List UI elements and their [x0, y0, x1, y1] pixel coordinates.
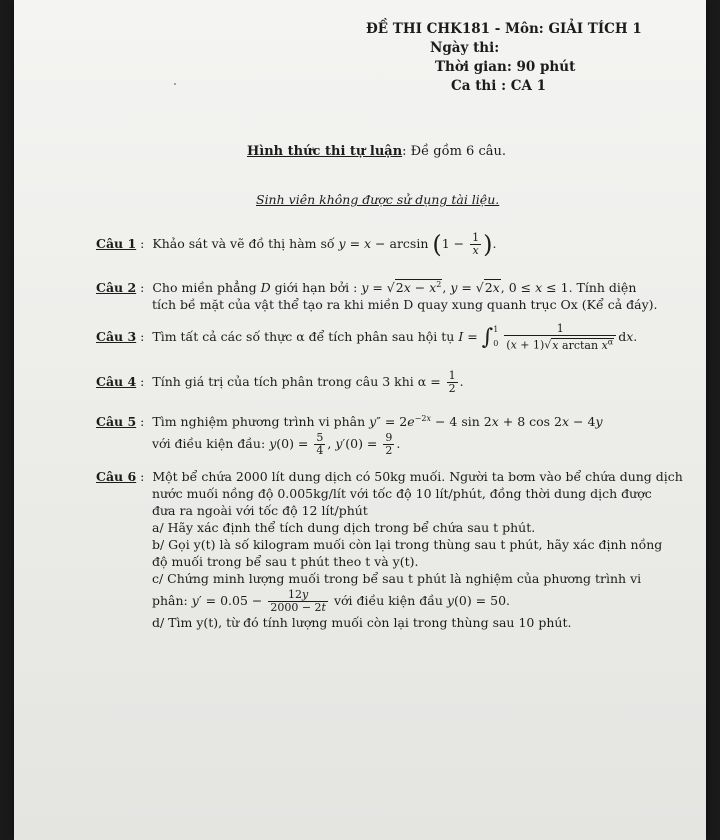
question-4: Câu 4 : Tính giá trị của tích phân trong câu 3 khi α = $\frac{1}{2}$ .: [96, 369, 464, 395]
question-6: Câu 6 : Một bể chứa 2000 lít dung dịch có 50kg muối. Người ta bơm vào bể chứa dung dịch nước muối nồng độ 0.005kg/lít với tốc độ 10 lít/phút, đồng thời dung dịch được đưa ra ngoài với tốc độ 12 lít/phút a/ Hãy xác định thể tích dung dịch trong bể chứa sau t phút. b/ Gọi y(t) là số kilogram muối còn lại trong thùng sau t phút, hãy xác định nồng độ muối trong bể sau t phút theo t và y(t). c/ Chứng minh lượng muối trong bể sau t phút là nghiệm của phương trình vi phân: y′ = 0.05 − $\frac{12y}{2000 - 2t}$ với điều kiện đầu y(0) = 50. d/ Tìm y(t), từ đó tính lượng muối còn lại trong thùng sau 10 phút.: [96, 469, 683, 630]
question-text: Tính giá trị của tích phân trong câu 3 khi: [152, 374, 414, 389]
question-text: giới hạn bởi :: [274, 280, 358, 296]
question-label: Câu 5: [96, 414, 137, 430]
question-text: đưa ra ngoài với tốc độ 12 lít/phút: [152, 503, 368, 518]
question-text: với điều kiện đầu:: [152, 436, 266, 452]
question-part-b: độ muối trong bể sau t phút theo t và y(t).: [152, 554, 419, 569]
question-2: Câu 2 : Cho miền phẳng D giới hạn bởi : $y = √2x - x^2$, y = √2x, 0 ≤ x ≤ 1. Tính diện tích bề mặt của vật thể tạo ra khi miền D quay xung quanh trục Ox (Kể cả đáy).: [96, 280, 658, 313]
speck: [174, 83, 176, 85]
question-text: Khảo sát và vẽ đồ thị hàm số: [152, 236, 335, 251]
question-text: phân:: [152, 593, 188, 608]
formula: y = x − arcsin (1 − $\frac{1}{x}$ ).: [338, 230, 497, 259]
exam-header: [354, 20, 674, 96]
question-text: . Tính diện: [568, 280, 637, 296]
formula: α = $\frac{1}{2}$ .: [417, 369, 464, 395]
question-text: Tìm tất cả các số thực α để tích phân sau hội tụ: [152, 328, 455, 344]
question-part-c: c/ Chứng minh lượng muối trong bể sau t phút là nghiệm của phương trình vi: [152, 571, 642, 586]
exam-page: [14, 0, 706, 840]
formula: $y = √2x - x^2$, y = √2x, 0 ≤ x ≤ 1: [361, 280, 569, 296]
question-part-d: d/ Tìm y(t), từ đó tính lượng muối còn lại trong thùng sau 10 phút.: [152, 615, 572, 630]
formula: y(0) = $\frac{5}{4}$ , y′(0) = $\frac{9}{2}$ .: [269, 431, 401, 458]
exam-date: Ngày thi:: [430, 40, 500, 56]
formula: I = ∫ 1 0 $\frac{1}{(x + 1)√x \arctan x^\alpha}$ dx.: [458, 322, 638, 352]
exam-duration: Thời gian: 90 phút: [435, 59, 576, 75]
question-text: với điều kiện đầu: [333, 593, 443, 608]
question-3: Câu 3 : Tìm tất cả các số thực α để tích phân sau hội tụ I = ∫ 1 0 $\frac{1}{(x + 1)√x \arctan x^\alpha}$ dx.: [96, 322, 638, 352]
question-5: Câu 5 : Tìm nghiệm phương trình vi phân $y'' = 2e^{-2x} - 4$ sin 2x + 8 cos 2x − 4y với điều kiện đầu: y(0) = $\frac{5}{4}$ , y′(0) = $\frac{9}{2}$ .: [96, 414, 603, 458]
exam-session: Ca thi : CA 1: [451, 78, 547, 94]
exam-format-rest: : Đề gồm 6 câu.: [402, 144, 506, 159]
question-text: nước muối nồng độ 0.005kg/lít với tốc độ 10 lít/phút, đồng thời dung dịch được: [152, 486, 652, 501]
question-label: Câu 1: [96, 236, 137, 251]
question-part-b: b/ Gọi y(t) là số kilogram muối còn lại trong thùng sau t phút, hãy xác định nồng: [152, 537, 663, 552]
question-label: Câu 3: [96, 328, 137, 344]
question-text: Cho miền phẳng: [152, 280, 257, 296]
question-text: Tìm nghiệm phương trình vi phân: [152, 414, 366, 430]
question-label: Câu 2: [96, 280, 137, 296]
formula: y(0) = 50.: [446, 593, 510, 608]
exam-format-bold: Hình thức thi tự luận: [247, 144, 403, 159]
question-text: Một bể chứa 2000 lít dung dịch có 50kg muối. Người ta bơm vào bể chứa dung dịch: [152, 469, 683, 484]
no-materials-notice: Sinh viên không được sử dụng tài liệu.: [256, 192, 500, 207]
question-1: Câu 1 : Khảo sát và vẽ đồ thị hàm số y = x − arcsin (1 − $\frac{1}{x}$ ).: [96, 230, 497, 259]
question-label: Câu 6: [96, 469, 137, 484]
question-part-a: a/ Hãy xác định thể tích dung dịch trong bể chứa sau t phút.: [152, 520, 536, 535]
question-text: tích bề mặt của vật thể tạo ra khi miền D quay xung quanh trục Ox (Kể cả đáy).: [152, 297, 658, 313]
formula: $y'' = 2e^{-2x} - 4$ sin 2x + 8 cos 2x − 4y: [369, 414, 603, 430]
formula: y′ = 0.05 − $\frac{12y}{2000 - 2t}$: [191, 588, 326, 614]
question-part-c: [96, 589, 683, 614]
question-label: Câu 4: [96, 374, 137, 389]
exam-format: [247, 144, 506, 159]
exam-title: ĐỀ THI CHK181 - Môn: GIẢI TÍCH 1: [366, 21, 642, 37]
